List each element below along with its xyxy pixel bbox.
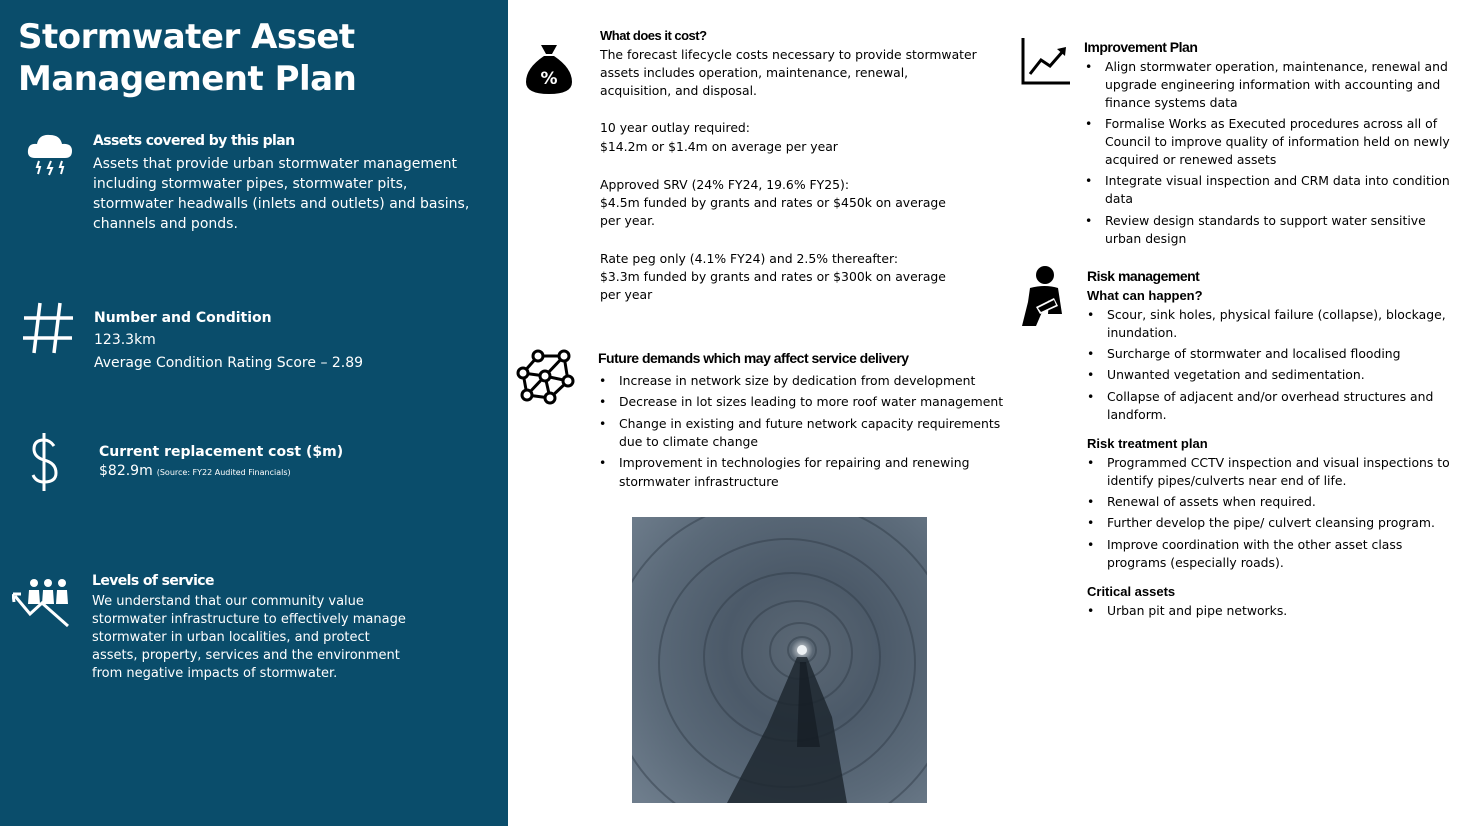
risk-title: Risk management	[1087, 268, 1200, 284]
left-panel	[0, 0, 508, 826]
condition-length: 123.3km	[94, 332, 156, 348]
list-item: • Programmed CCTV inspection and visual inspections to identify pipes/culverts near end of life.	[1086, 454, 1456, 490]
service-heading: Levels of service	[92, 573, 214, 589]
title-line-2: Management Plan	[18, 59, 357, 99]
community-decline-icon	[12, 576, 74, 628]
list-item: • Integrate visual inspection and CRM data into condition data	[1084, 172, 1450, 208]
replacement-heading: Current replacement cost ($m)	[99, 444, 344, 460]
list-item: • Unwanted vegetation and sedimentation.	[1086, 366, 1452, 384]
money-bag-percent-icon	[524, 42, 574, 96]
pipe-interior-image	[632, 517, 927, 803]
condition-rating: Average Condition Rating Score – 2.89	[94, 355, 364, 371]
list-item: • Collapse of adjacent and/or overhead structures and landform.	[1086, 388, 1452, 424]
cost-intro: The forecast lifecycle costs necessary to provide stormwater assets includes operation, maintenance, renewal, acquisition, and disposal.	[600, 47, 977, 99]
list-item: • Further develop the pipe/ culvert cleansing program.	[1086, 514, 1456, 532]
risk-treatment-title: Risk treatment plan	[1087, 436, 1208, 451]
replacement-source: (Source: FY22 Audited Financials)	[156, 468, 291, 477]
risk-happen-list	[1086, 306, 1452, 427]
list-item: • Improve coordination with the other asset class programs (especially roads).	[1086, 536, 1456, 572]
list-item: • Surcharge of stormwater and localised flooding	[1086, 345, 1452, 363]
peg-value: $3.3m funded by grants and rates or $300k on average per year	[600, 269, 946, 303]
injured-person-icon	[1018, 264, 1068, 328]
outlay-label: 10 year outlay required:	[600, 120, 750, 135]
improvement-title: Improvement Plan	[1084, 39, 1198, 55]
list-item: • Formalise Works as Executed procedures across all of Council to improve quality of information held on newly acquired or renewed assets	[1084, 115, 1450, 169]
assets-text: Assets that provide urban stormwater management including stormwater pipes, stormwater pits, stormwater headwalls (inlets and outlets) and basins, channels and ponds.	[93, 156, 470, 232]
critical-assets-list	[1086, 602, 1456, 623]
line-chart-icon	[1020, 36, 1072, 86]
list-item: • Align stormwater operation, maintenance, renewal and upgrade engineering information with accounting and finance systems data	[1084, 58, 1450, 112]
demands-title: Future demands which may affect service delivery	[598, 350, 909, 366]
risk-happen-title: What can happen?	[1087, 288, 1203, 303]
list-item: • Scour, sink holes, physical failure (collapse), blockage, inundation.	[1086, 306, 1452, 342]
condition-heading: Number and Condition	[94, 310, 272, 326]
replacement-value: $82.9m	[99, 463, 153, 479]
list-item: • Change in existing and future network capacity requirements due to climate change	[598, 415, 1018, 451]
risk-treatment-list	[1086, 454, 1456, 575]
hash-icon	[20, 300, 76, 356]
title-line-1: Stormwater Asset	[18, 17, 355, 57]
page-title	[18, 16, 488, 100]
improvement-list	[1084, 58, 1450, 251]
list-item: • Review design standards to support water sensitive urban design	[1084, 212, 1450, 248]
storm-cloud-icon	[25, 130, 75, 178]
assets-heading: Assets covered by this plan	[93, 133, 295, 149]
list-item: • Improvement in technologies for repairing and renewing stormwater infrastructure	[598, 454, 1018, 490]
peg-label: Rate peg only (4.1% FY24) and 2.5% thereafter:	[600, 251, 898, 266]
pipe-photo	[632, 517, 927, 803]
demands-list	[598, 372, 1018, 494]
svg-text:%: %	[540, 69, 558, 89]
network-nodes-icon	[514, 348, 576, 406]
list-item: • Increase in network size by dedication from development	[598, 372, 1018, 390]
outlay-value: $14.2m or $1.4m on average per year	[600, 139, 838, 154]
srv-label: Approved SRV (24% FY24, 19.6% FY25):	[600, 177, 850, 192]
service-text: We understand that our community value stormwater infrastructure to effectively manage stormwater in urban localities, and protect assets, property, services and the environment from negative impacts of stormwater.	[92, 594, 406, 681]
list-item: • Renewal of assets when required.	[1086, 493, 1456, 511]
srv-value: $4.5m funded by grants and rates or $450k on average per year.	[600, 195, 946, 229]
list-item: • Decrease in lot sizes leading to more roof water management	[598, 393, 1018, 411]
list-item: • Urban pit and pipe networks.	[1086, 602, 1456, 620]
cost-title: What does it cost?	[600, 28, 707, 43]
critical-assets-title: Critical assets	[1087, 584, 1176, 599]
dollar-icon	[28, 430, 62, 494]
